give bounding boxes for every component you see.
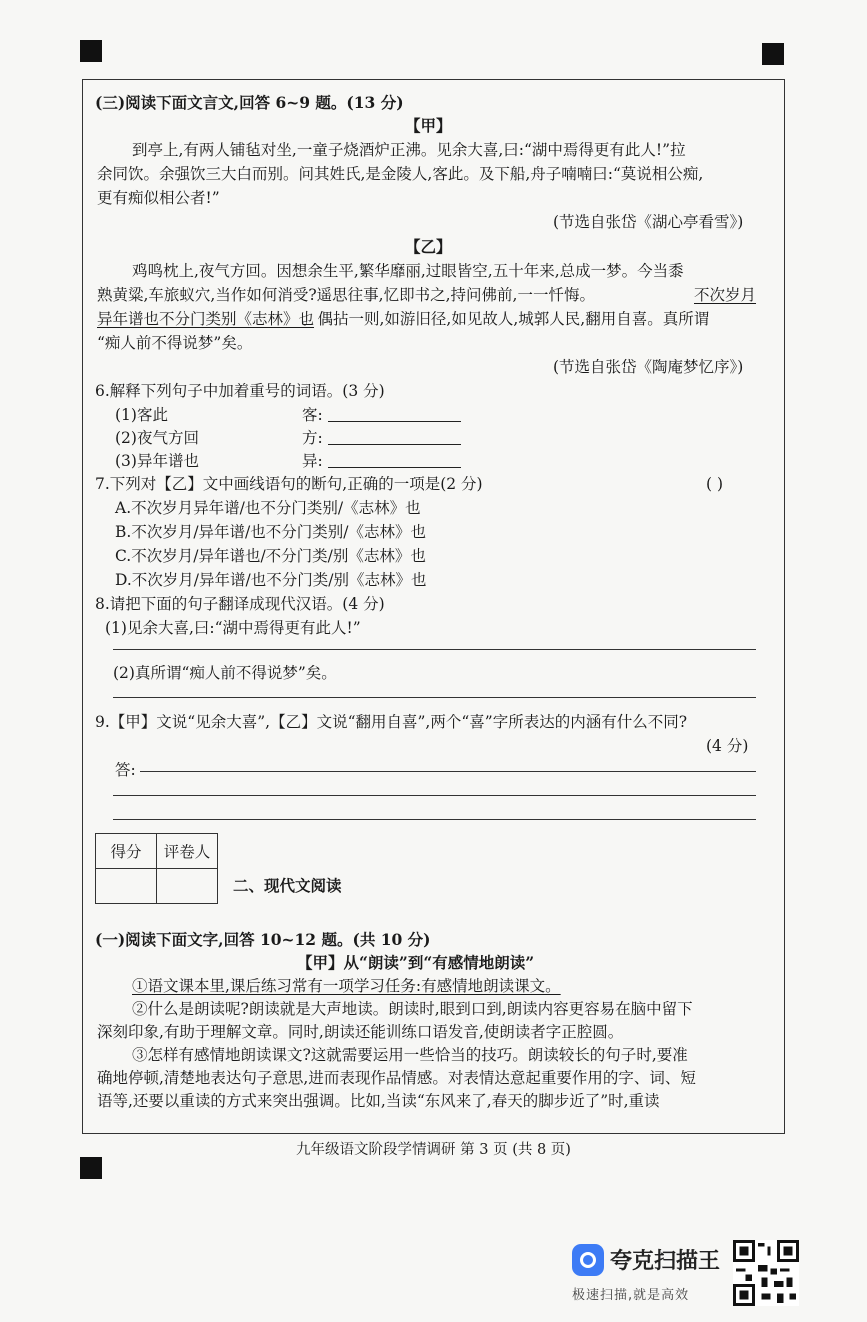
jia-line-3: 更有痴似相公者!”: [97, 189, 220, 207]
part2-title: 二、现代文阅读: [233, 876, 342, 895]
q6-answer-blank-2[interactable]: [328, 444, 461, 445]
modern-title: 【甲】从“朗读”到“有感情地朗读”: [297, 953, 535, 972]
grader-cell[interactable]: [157, 869, 218, 904]
q7-answer-paren[interactable]: ( ): [706, 475, 724, 493]
q6-item-1: (1)客此: [115, 406, 168, 424]
q8-sentence-1: (1)见余大喜,曰:“湖中焉得更有此人!”: [105, 619, 361, 637]
jia-line-1: 到亭上,有两人铺毡对坐,一童子烧酒炉正沸。见余大喜,曰:“湖中焉得更有此人!”拉: [132, 141, 686, 159]
section3-heading: (三)阅读下面文言文,回答 6~9 题。(13 分): [95, 93, 404, 112]
q8-sentence-2: (2)真所谓“痴人前不得说梦”矣。: [113, 664, 337, 682]
page-footer: 九年级语文阶段学情调研 第 3 页 (共 8 页): [296, 1142, 571, 1158]
jia-line-2: 余同饮。余强饮三大白而别。问其姓氏,是金陵人,客此。及下船,舟子喃喃曰:“莫说相公痴,: [97, 165, 704, 183]
modern-p2-line-1: ②什么是朗读呢?朗读就是大声地读。朗读时,眼到口到,朗读内容更容易在脑中留下: [132, 1000, 693, 1018]
modern-p3-line-3: 语等,还要以重读的方式来突出强调。比如,当读“东风来了,春天的脚步近了”时,重读: [97, 1092, 660, 1110]
grader-header: 评卷人: [157, 834, 218, 869]
q9-answer-label: 答:: [115, 761, 136, 779]
yi-line-1: 鸡鸣枕上,夜气方回。因想余生平,繁华靡丽,过眼皆空,五十年来,总成一梦。今当黍: [132, 262, 684, 280]
yi-line-4: “痴人前不得说梦”矣。: [97, 334, 253, 352]
modern-p2-line-2: 深刻印象,有助于理解文章。同时,朗读还能训练口语发音,使朗读者字正腔圆。: [97, 1023, 624, 1041]
q6-item-2: (2)夜气方回: [115, 429, 199, 447]
q9-answer-line-1[interactable]: [140, 771, 756, 772]
modern-p3-line-2: 确地停顿,清楚地表达句子意思,进而表现作品情感。对表情达意起重要作用的字、词、短: [97, 1069, 696, 1087]
score-header: 得分: [96, 834, 157, 869]
q7-stem: 7.下列对【乙】文中画线语句的断句,正确的一项是(2 分): [95, 475, 483, 493]
q6-answer-blank-3[interactable]: [328, 467, 461, 468]
modern-heading: (一)阅读下面文字,回答 10~12 题。(共 10 分): [95, 930, 431, 949]
jia-source: (节选自张岱《湖心亭看雪》): [553, 213, 744, 231]
registration-mark-top-left: [80, 40, 102, 62]
yi-label: 【乙】: [405, 237, 452, 256]
q9-score: (4 分): [706, 737, 749, 755]
registration-mark-top-right: [762, 43, 784, 65]
q6-stem: 6.解释下列句子中加着重号的词语。(3 分): [95, 382, 385, 400]
q7-option-a: A.不次岁月异年谱/也不分门类别/《志林》也: [115, 499, 421, 517]
q8-answer-line-2[interactable]: [113, 697, 756, 698]
yi-source: (节选自张岱《陶庵梦忆序》): [553, 358, 744, 376]
score-table: [95, 833, 218, 904]
modern-p3-line-1: ③怎样有感情地朗读课文?这就需要运用一些恰当的技巧。朗读较长的句子时,要准: [132, 1046, 688, 1064]
modern-p1: ①语文课本里,课后练习常有一项学习任务:有感情地朗读课文。: [132, 977, 561, 995]
q7-option-d: D.不次岁月/异年谱/也不分门类/别《志林》也: [115, 571, 427, 589]
yi-line-3: 。偶拈一则,如游旧径,如见故人,城郭人民,翻用自喜。真所谓: [302, 310, 710, 328]
scanner-logo-icon: [572, 1244, 604, 1276]
q7-option-b: B.不次岁月/异年谱/也不分门类别/《志林》也: [115, 523, 426, 541]
yi-underline-b: 异年谱也不分门类别《志林》也: [97, 310, 315, 328]
q9-answer-line-2[interactable]: [113, 795, 756, 796]
registration-mark-bottom-left: [80, 1157, 102, 1179]
q6-item-3: (3)异年谱也: [115, 452, 199, 470]
scanner-slogan: 极速扫描,就是高效: [572, 1288, 690, 1303]
q6-word-3: 异:: [302, 452, 323, 470]
q8-stem: 8.请把下面的句子翻译成现代汉语。(4 分): [95, 595, 385, 613]
jia-label: 【甲】: [405, 116, 452, 135]
q7-option-c: C.不次岁月/异年谱也/不分门类/别《志林》也: [115, 547, 426, 565]
score-cell[interactable]: [96, 869, 157, 904]
scanner-app-name: 夸克扫描王: [610, 1249, 721, 1274]
q6-answer-blank-1[interactable]: [328, 421, 461, 422]
yi-line-2a: 熟黄粱,车旅蚁穴,当作如何消受?遥思往事,忆即书之,持问佛前,一一忏悔。: [97, 286, 595, 304]
q6-word-2: 方:: [302, 429, 323, 447]
q6-word-1: 客:: [302, 406, 323, 424]
q8-answer-line-1[interactable]: [113, 649, 756, 650]
q9-stem: 9.【甲】文说“见余大喜”,【乙】文说“翻用自喜”,两个“喜”字所表达的内涵有什么不同?: [95, 713, 687, 731]
yi-underline-a: 不次岁月: [694, 286, 757, 304]
qr-code-icon: [733, 1240, 799, 1306]
q9-answer-line-3[interactable]: [113, 819, 756, 820]
